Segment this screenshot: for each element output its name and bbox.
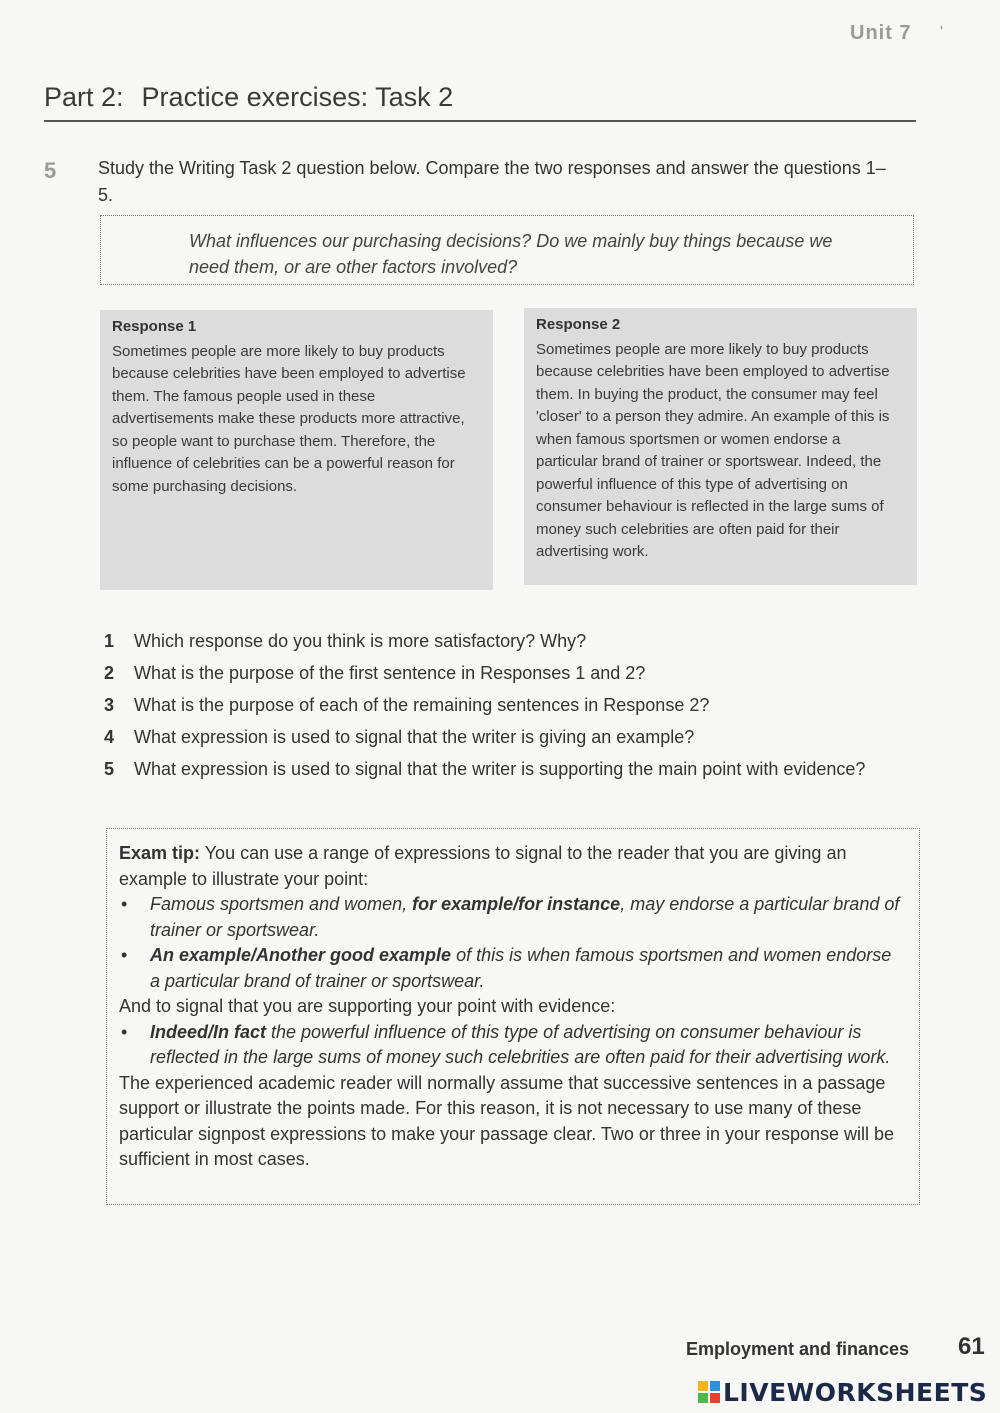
- unit-label: Unit 7: [850, 22, 912, 44]
- page-title: [44, 82, 453, 113]
- exam-tip-intro-text: You can use a range of expressions to signal to the reader that you are giving an example to illustrate your point:: [119, 843, 847, 889]
- bullet-3-keyword: Indeed/In fact: [150, 1021, 267, 1042]
- question-number: 5: [104, 759, 115, 779]
- question-text: What is the purpose of the first sentence in Responses 1 and 2?: [134, 663, 646, 683]
- bullet-1-post: , may endorse a particular brand of trainer or sportswear.: [150, 894, 900, 940]
- bullet-3-post: the powerful influence of this type of advertising on consumer behaviour is reflected in the large sums of money such celebrities are often paid for their advertising work.: [150, 1021, 891, 1067]
- bullet-icon: •: [121, 945, 128, 965]
- question-item: [104, 756, 904, 782]
- question-number: 4: [104, 727, 115, 747]
- question-text: What expression is used to signal that the writer is giving an example?: [134, 727, 695, 747]
- bullet-2-keyword: An example/Another good example: [150, 945, 452, 965]
- writing-task-question-box: [100, 215, 914, 285]
- response-2-box: [524, 308, 917, 585]
- question-item: [104, 692, 904, 718]
- question-text: What expression is used to signal that the writer is supporting the main point with evidence?: [134, 759, 866, 779]
- exam-tip-intro: [119, 841, 905, 892]
- exam-tip-box: [106, 828, 920, 1205]
- bullet-1-keyword: for example/for instance: [412, 894, 621, 914]
- title-divider: [44, 120, 916, 122]
- part-label: Part 2:: [44, 82, 124, 112]
- exam-tip-conclusion: The experienced academic reader will normally assume that successive sentences in a passage support or illustrate the points made. For this reason, it is not necessary to use many of these particular signpost expressions to make your passage clear. Two or three in your response will be sufficient in most cases.: [119, 1072, 895, 1169]
- bullet-2-post: of this is when famous sportsmen and women endorse a particular brand of trainer or sportswear.: [150, 945, 892, 991]
- footer-section-title: Employment and finances: [686, 1339, 910, 1359]
- question-number: 2: [104, 663, 115, 683]
- response-1-text: Sometimes people are more likely to buy products because celebrities have been employed to advertise them. The famous people used in these advertisements make these products more attractive, so people want to purchase them. Therefore, the influence of celebrities can be a powerful reason for some purchasing decisions.: [112, 342, 466, 495]
- exercise-number: 5: [44, 158, 57, 183]
- response-1-box: [100, 310, 493, 590]
- exercise-instruction: Study the Writing Task 2 question below. Compare the two responses and answer the questions 1–5.: [98, 158, 886, 205]
- response-1-title: Response 1: [112, 318, 197, 335]
- liveworksheets-logo-icon: [698, 1381, 720, 1403]
- question-number: 1: [104, 631, 115, 651]
- bullet-icon: •: [121, 894, 128, 914]
- response-2-text: Sometimes people are more likely to buy products because celebrities have been employed to advertise them. In buying the product, the consumer may feel 'closer' to a person they admire. An example of this is when famous sportsmen or women endorse a particular brand of trainer or sportswear. Indeed, the powerful influence of this type of advertising on consumer behaviour is reflected in the large sums of money such celebrities are often paid for their advertising work.: [536, 340, 890, 560]
- bullet-1-pre: Famous sportsmen and women,: [150, 894, 413, 914]
- evidence-bullet: [119, 1020, 905, 1071]
- logo-square: [710, 1393, 720, 1403]
- logo-square: [698, 1393, 708, 1403]
- writing-task-question: What influences our purchasing decisions? Do we mainly buy things because we need them, or are other factors involved?: [189, 231, 833, 277]
- liveworksheets-logo[interactable]: [698, 1377, 987, 1407]
- unit-mark: ': [940, 24, 944, 41]
- question-text: Which response do you think is more satisfactory? Why?: [134, 631, 587, 651]
- logo-square: [710, 1381, 720, 1391]
- bullet-icon: •: [121, 1021, 128, 1042]
- liveworksheets-brand: LIVEWORKSHEETS: [723, 1377, 988, 1407]
- example-bullet-2: [119, 943, 905, 994]
- example-bullet-1: [119, 892, 905, 943]
- exam-tip-middle: And to signal that you are supporting your point with evidence:: [119, 996, 616, 1016]
- question-item: [104, 628, 904, 654]
- logo-square: [698, 1381, 708, 1391]
- question-item: [104, 724, 904, 750]
- question-number: 3: [104, 695, 115, 715]
- exam-tip-label: Exam tip:: [119, 843, 201, 863]
- response-2-title: Response 2: [536, 316, 621, 333]
- question-text: What is the purpose of each of the remaining sentences in Response 2?: [134, 695, 710, 715]
- part-title-text: Practice exercises: Task 2: [141, 82, 454, 112]
- question-item: [104, 660, 904, 686]
- question-list: [104, 628, 904, 788]
- page-number: 61: [958, 1333, 985, 1360]
